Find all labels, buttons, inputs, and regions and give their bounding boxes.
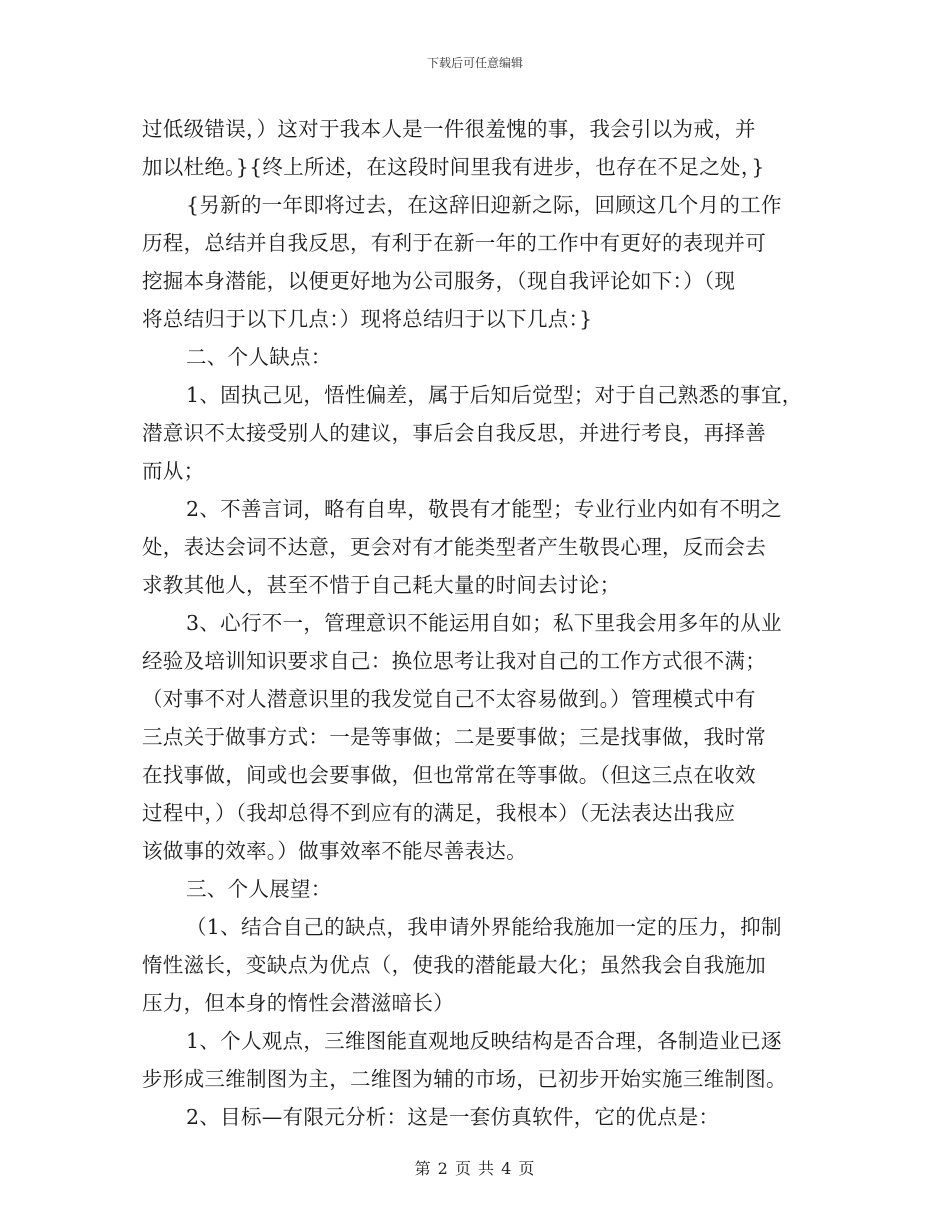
text-line: 潜意识不太接受别人的建议，事后会自我反思，并进行考良，再择善 <box>142 421 766 445</box>
text-line: （对事不对人潜意识里的我发觉自己不太容易做到。）管理模式中有 <box>142 687 756 711</box>
text-line: 在找事做，间或也会要事做，但也常常在等事做。（但这三点在收效 <box>142 763 756 787</box>
text-line: 步形成三维制图为主，二维图为辅的市场，已初步开始实施三维制图。 <box>142 1067 787 1091</box>
text-line: 经验及培训知识要求自己：换位思考让我对自己的工作方式很不满； <box>142 649 766 673</box>
text-line: 三点关于做事方式：一是等事做；二是要事做；三是找事做，我时常 <box>142 725 766 749</box>
page-header: 下载后可任意编辑 <box>426 56 523 70</box>
text-line: {另新的一年即将过去，在这辞旧迎新之际，回顾这几个月的工作 <box>186 193 782 217</box>
text-line: 过程中，）（我却总得不到应有的满足，我根本）（无法表达出我应 <box>142 801 736 825</box>
text-line: 将总结归于以下几点：）现将总结归于以下几点：} <box>142 307 593 331</box>
text-line: 加以杜绝。}{终上所述，在这段时间里我有进步，也存在不足之处，} <box>142 155 765 179</box>
text-line: 1、个人观点，三维图能直观地反映结构是否合理，各制造业已逐 <box>186 1029 782 1053</box>
text-line: 3、心行不一，管理意识不能运用自如；私下里我会用多年的从业 <box>186 611 782 635</box>
text-line: 该做事的效率。）做事效率不能尽善表达。 <box>142 839 527 863</box>
text-line: 2、目标—有限元分析：这是一套仿真软件，它的优点是： <box>186 1105 720 1129</box>
text-line: 历程，总结并自我反思，有利于在新一年的工作中有更好的表现并可 <box>142 231 766 255</box>
text-line: 而从； <box>142 459 205 483</box>
text-line: 压力，但本身的惰性会潜滋暗长） <box>142 991 454 1015</box>
text-line: 二、个人缺点： <box>186 345 332 369</box>
text-line: 2、不善言词，略有自卑，敬畏有才能型；专业行业内如有不明之 <box>186 497 782 521</box>
document-body <box>142 110 822 1136</box>
text-line: 1、固执己见，悟性偏差，属于后知后觉型；对于自己熟悉的事宜， <box>186 383 803 407</box>
text-line: 过低级错误，）这对于我本人是一件很羞愧的事，我会引以为戒，并 <box>142 117 756 141</box>
page-footer: 第 2 页 共 4 页 <box>414 1159 536 1178</box>
text-line: 惰性滋长，变缺点为优点（，使我的潜能最大化；虽然我会自我施加 <box>142 953 766 977</box>
text-line: 挖掘本身潜能，以便更好地为公司服务，（现自我评论如下：）（现 <box>142 269 736 293</box>
text-line: 处，表达会词不达意，更会对有才能类型者产生敬畏心理，反而会去 <box>142 535 766 559</box>
text-line: 三、个人展望： <box>186 877 332 901</box>
text-line: 求教其他人，甚至不惜于自己耗大量的时间去讨论； <box>142 573 621 597</box>
text-line: （1、结合自己的缺点，我申请外界能给我施加一定的压力，抑制 <box>186 915 782 939</box>
